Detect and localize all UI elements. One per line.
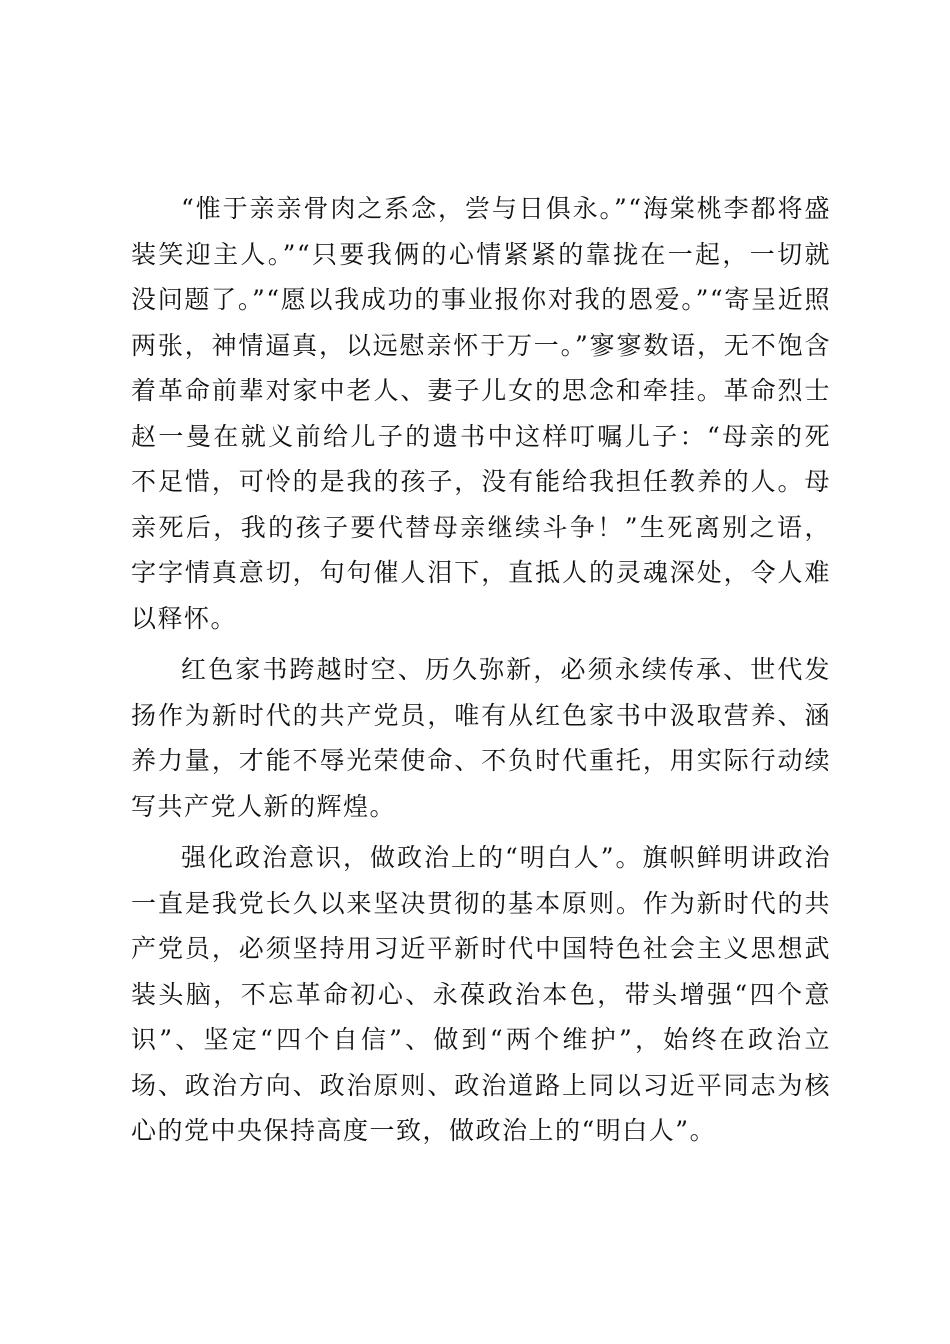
document-body [131,186,831,1160]
paragraph-family-letters-quotes: “惟于亲亲骨肉之系念，尝与日俱永。”“海棠桃李都将盛装笑迎主人。”“只要我俩的心情紧紧的靠拢在一起，一切就没问题了。”“愿以我成功的事业报你对我的恩爱。”“寄呈近照两张，神情逼真，以远慰亲怀于万一。”寥寥数语，无不饱含着革命前辈对家中老人、妻子儿女的思念和牵挂。革命烈士赵一曼在就义前给儿子的遗书中这样叮嘱儿子：“母亲的死不足惜，可怜的是我的孩子，没有能给我担任教养的人。母亲死后，我的孩子要代替母亲继续斗争！”生死离别之语，字字情真意切，句句催人泪下，直抵人的灵魂深处，令人难以释怀。 [131,194,831,633]
paragraph-red-letters-legacy: 红色家书跨越时空、历久弥新，必须永续传承、世代发扬作为新时代的共产党员，唯有从红色家书中汲取营养、涵养力量，才能不辱光荣使命、不负时代重托，用实际行动续写共产党人新的辉煌。 [131,655,831,821]
paragraph-political-awareness: 强化政治意识，做政治上的“明白人”。旗帜鲜明讲政治一直是我党长久以来坚决贯彻的基本原则。作为新时代的共产党员，必须坚持用习近平新时代中国特色社会主义思想武装头脑，不忘革命初心、永葆政治本色，带头增强“四个意识”、坚定“四个自信”、做到“两个维护”，始终在政治立场、政治方向、政治原则、政治道路上同以习近平同志为核心的党中央保持高度一致，做政治上的“明白人”。 [131,843,831,1145]
